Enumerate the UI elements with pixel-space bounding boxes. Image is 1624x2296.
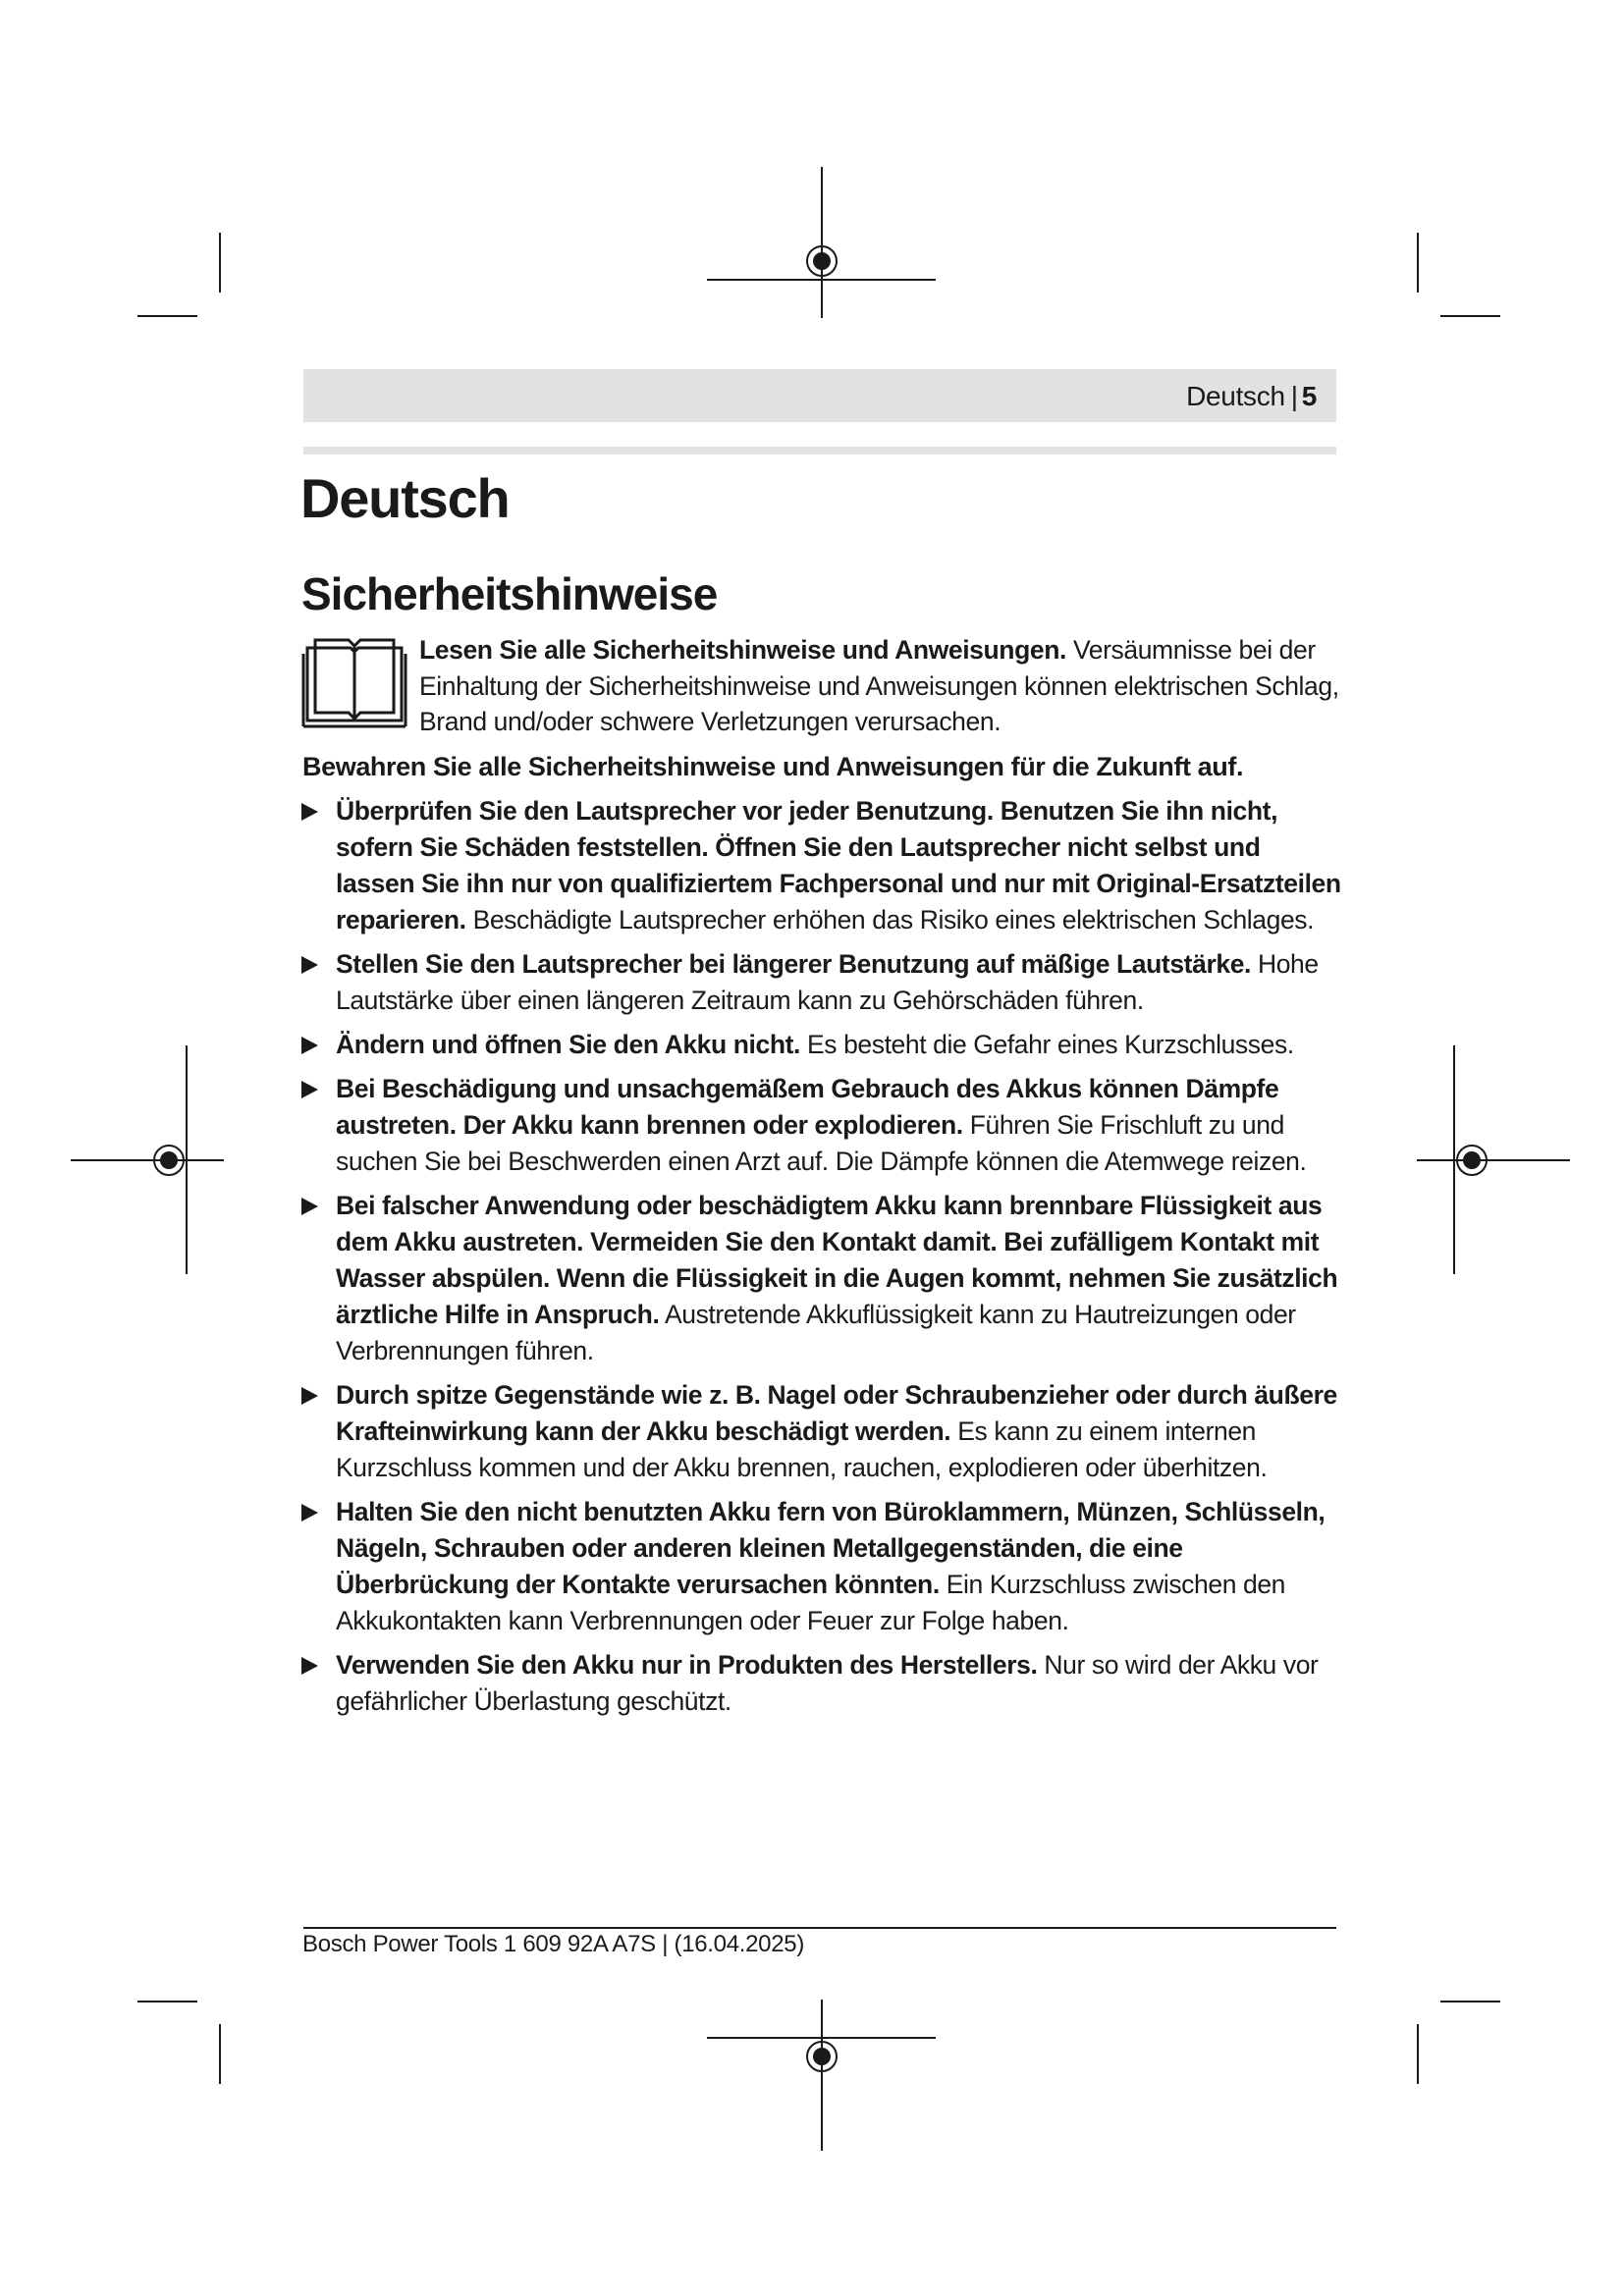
- intro-bold: Lesen Sie alle Sicherheitshinweise und Anweisungen.: [419, 635, 1066, 665]
- list-item: [301, 946, 1342, 1019]
- bullet-arrow-icon: [301, 803, 318, 821]
- bullet-arrow-icon: [301, 1387, 318, 1405]
- bullet-arrow-icon: [301, 1037, 318, 1054]
- intro-paragraph: [419, 632, 1342, 740]
- item-text: Ein Kurzschluss zwischen den Akkukontakten kann Verbrennungen oder Feuer zur Folge haben.: [336, 1570, 1286, 1635]
- header-rule: [303, 447, 1336, 454]
- item-text: Führen Sie Frischluft zu und suchen Sie bei Beschwerden einen Arzt auf. Die Dämpfe können die Atemwege reizen.: [336, 1110, 1307, 1176]
- header-separator: |: [1290, 381, 1298, 411]
- open-book-icon: [301, 636, 407, 730]
- header-text: [1186, 381, 1317, 412]
- footer: Bosch Power Tools 1 609 92A A7S | (16.04.2025): [302, 1931, 805, 1957]
- item-bold: Überprüfen Sie den Lautsprecher vor jeder Benutzung. Benutzen Sie ihn nicht, sofern Sie Schäden feststellen. Öffnen Sie den Lautsprecher nicht selbst und lassen Sie ihn nur von qualifiziertem Fachpersonal und nur mit Original-Ersatzteilen reparieren.: [336, 796, 1341, 934]
- intro-text: Versäumnisse bei der Einhaltung der Sicherheitshinweise und Anweisungen können elektrischen Schlag, Brand und/oder schwere Verletzungen verursachen.: [419, 635, 1339, 736]
- list-item: [301, 1377, 1342, 1486]
- bullet-arrow-icon: [301, 956, 318, 974]
- item-bold: Halten Sie den nicht benutzten Akku fern von Büroklammern, Münzen, Schlüsseln, Nägeln, Schrauben oder anderen kleinen Metallgegenständen, die eine Überbrückung der Kontakte verursachen könnten.: [336, 1497, 1326, 1599]
- registration-mark-icon: [71, 1045, 224, 1274]
- section-title: Sicherheitshinweise: [301, 568, 718, 619]
- list-item: [301, 1188, 1342, 1369]
- registration-mark-icon: [707, 167, 936, 318]
- item-text: Austretende Akkuflüssigkeit kann zu Hautreizungen oder Verbrennungen führen.: [336, 1300, 1296, 1365]
- registration-mark-icon: [1417, 1045, 1570, 1274]
- bullet-arrow-icon: [301, 1657, 318, 1675]
- item-bold: Bei falscher Anwendung oder beschädigtem Akku kann brennbare Flüssigkeit aus dem Akku austreten. Vermeiden Sie den Kontakt damit. Bei zufälligem Kontakt mit Wasser abspülen. Wenn die Flüssigkeit in die Augen kommt, nehmen Sie zusätzlich ärztliche Hilfe in Anspruch.: [336, 1191, 1338, 1329]
- item-bold: Durch spitze Gegenstände wie z. B. Nagel oder Schraubenzieher oder durch äußere Krafteinwirkung kann der Akku beschädigt werden.: [336, 1380, 1337, 1446]
- list-item: [301, 1494, 1342, 1639]
- item-text: Beschädigte Lautsprecher erhöhen das Risiko eines elektrischen Schlages.: [472, 905, 1315, 934]
- item-text: Es kann zu einem internen Kurzschluss kommen und der Akku brennen, rauchen, explodieren oder überhitzen.: [336, 1416, 1268, 1482]
- keep-instructions-notice: Bewahren Sie alle Sicherheitshinweise und Anweisungen für die Zukunft auf.: [302, 752, 1244, 781]
- running-header: [303, 369, 1336, 422]
- bullet-arrow-icon: [301, 1081, 318, 1098]
- item-text: Hohe Lautstärke über einen längeren Zeitraum kann zu Gehörschäden führen.: [336, 949, 1319, 1015]
- footer-rule: [303, 1927, 1336, 1929]
- item-bold: Bei Beschädigung und unsachgemäßem Gebrauch des Akkus können Dämpfe austreten. Der Akku kann brennen oder explodieren.: [336, 1074, 1279, 1140]
- list-item: [301, 793, 1342, 938]
- item-bold: Verwenden Sie den Akku nur in Produkten des Herstellers.: [336, 1650, 1038, 1680]
- header-section: Deutsch: [1186, 381, 1285, 411]
- page-title: Deutsch: [300, 467, 510, 529]
- item-bold: Stellen Sie den Lautsprecher bei längerer Benutzung auf mäßige Lautstärke.: [336, 949, 1251, 979]
- bullet-arrow-icon: [301, 1504, 318, 1522]
- safety-list: [301, 793, 1342, 1728]
- bullet-arrow-icon: [301, 1198, 318, 1215]
- item-text: Es besteht die Gefahr eines Kurzschlusses.: [806, 1030, 1294, 1059]
- list-item: [301, 1027, 1342, 1063]
- list-item: [301, 1647, 1342, 1720]
- list-item: [301, 1071, 1342, 1180]
- item-text: Nur so wird der Akku vor gefährlicher Überlastung geschützt.: [336, 1650, 1319, 1716]
- item-bold: Ändern und öffnen Sie den Akku nicht.: [336, 1030, 801, 1059]
- registration-mark-icon: [707, 2000, 936, 2151]
- page-number: 5: [1301, 381, 1317, 411]
